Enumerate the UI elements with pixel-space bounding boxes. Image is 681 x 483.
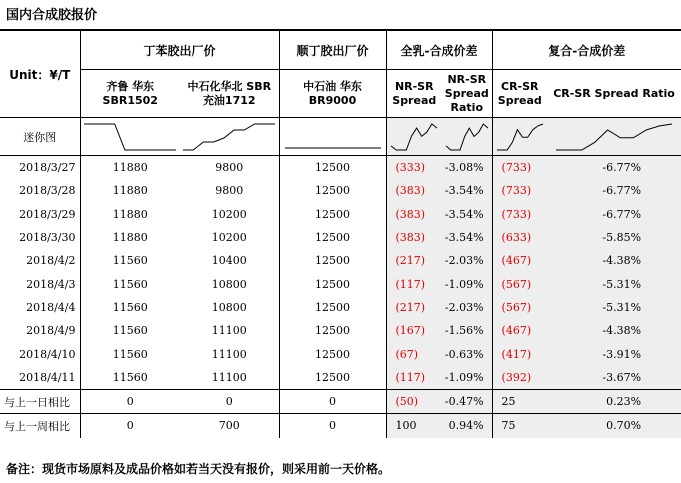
sparkline-c2 [180,118,279,156]
cell-c2: 11100 [211,324,247,338]
table-row [0,414,681,438]
cell-c3: 12500 [279,319,386,342]
cell-c7: 0.70% [547,414,681,438]
date-cell: 2018/4/3 [26,277,76,291]
sparkline-c2 [183,124,275,150]
group-cr: 复合-合成价差 [492,30,681,70]
cell-c2: 10800 [211,277,247,291]
cell-c7: -5.85% [547,226,681,249]
date-cell: 2018/4/4 [26,300,76,314]
sparkline-c1 [80,118,180,156]
cell-c7: -5.31% [547,296,681,319]
date-cell: 2018/4/10 [19,347,76,361]
cell-c7: -6.77% [547,156,681,180]
cell-c5: -3.54% [442,179,492,202]
group-nr: 全乳-合成价差 [386,30,492,70]
cell-c4: (117) [386,272,442,295]
cell-c7: -3.91% [547,342,681,365]
cell-c6: (733) [492,203,547,226]
cell-c1: 11560 [80,366,180,390]
cell-c5: -0.47% [442,389,492,413]
table-row [0,366,681,390]
cell-c5: -1.09% [442,366,492,390]
cell-c7: 0.23% [547,389,681,413]
date-cell: 2018/4/9 [26,324,76,338]
footnote: 备注：现货市场原料及成品价格如若当天没有报价，则采用前一天价格。 [6,462,391,476]
cell-c2: 700 [218,419,240,433]
cell-c2: 10200 [211,207,247,221]
sparkline-c6 [497,124,543,150]
cell-c3: 12500 [279,203,386,226]
cell-c1: 0 [80,414,180,438]
group-sbr: 丁苯胶出厂价 [80,30,279,70]
cell-c3: 12500 [279,249,386,272]
sparkline-c7 [556,124,672,150]
cell-c2: 10200 [211,231,247,245]
cell-c3: 0 [279,389,386,413]
table-row [0,226,681,249]
cell-c3: 12500 [279,272,386,295]
col-header-nr-ratio: NR-SR Spread Ratio [442,70,492,118]
cell-c4: (333) [386,156,442,180]
cell-c2: 9800 [215,161,244,175]
cell-c2: 11100 [211,347,247,361]
cell-c1: 11560 [80,296,180,319]
sparkline-label: 迷你图 [0,118,80,156]
cell-c1: 11560 [80,249,180,272]
cell-c7: -4.38% [547,249,681,272]
cell-c3: 12500 [279,296,386,319]
cell-c6: (567) [492,296,547,319]
cell-c3: 12500 [279,366,386,390]
table-row [0,342,681,365]
cell-c1: 11880 [80,156,180,180]
cell-c4: (217) [386,296,442,319]
cell-c4: (217) [386,249,442,272]
cell-c4: (67) [386,342,442,365]
cell-c7: -3.67% [547,366,681,390]
cell-c6: (567) [492,272,547,295]
sparkline-c4 [391,124,437,150]
cell-c4: (167) [386,319,442,342]
cell-c4: (50) [386,389,442,413]
cell-c5: -1.09% [442,272,492,295]
col-header-cr-spread: CR-SR Spread [492,70,547,118]
col-header-nr-spread: NR-SR Spread [386,70,442,118]
cell-c6: 75 [492,414,547,438]
cell-c7: -6.77% [547,179,681,202]
date-cell: 2018/4/11 [0,366,80,390]
sparkline-c7 [547,118,681,156]
table-row [0,249,681,272]
table-row [0,203,681,226]
sparkline-c1 [84,124,176,150]
cell-c5: -3.54% [442,203,492,226]
cell-c6: (733) [492,156,547,180]
compare-label: 与上一周相比 [4,419,70,433]
cell-c3: 12500 [279,179,386,202]
cell-c7: -4.38% [547,319,681,342]
cell-c1: 11560 [80,272,180,295]
cell-c3: 12500 [279,226,386,249]
cell-c6: (392) [492,366,547,390]
table-row [0,179,681,202]
cell-c5: -2.03% [442,249,492,272]
date-cell: 2018/3/29 [19,207,76,221]
page-title: 国内合成胶报价 [6,8,98,23]
table-row [0,319,681,342]
col-header-cr-ratio: CR-SR Spread Ratio [547,70,681,118]
sparkline-c6 [492,118,547,156]
cell-c3: 12500 [279,342,386,365]
date-cell: 2018/4/2 [26,254,76,268]
cell-c1: 11880 [80,226,180,249]
cell-c6: (467) [492,319,547,342]
cell-c5: -2.03% [442,296,492,319]
cell-c5: -3.08% [442,156,492,180]
cell-c1: 11560 [80,342,180,365]
cell-c7: -5.31% [547,272,681,295]
cell-c4: (383) [386,179,442,202]
sparkline-c5 [446,124,488,150]
group-br: 顺丁胶出厂价 [279,30,386,70]
table-row [0,296,681,319]
cell-c6: (467) [492,249,547,272]
date-cell: 2018/3/28 [19,184,76,198]
cell-c3: 0 [279,414,386,438]
sparkline-c4 [386,118,442,156]
date-cell: 2018/3/30 [19,231,76,245]
unit-label: Unit：¥/T [0,30,80,118]
cell-c2: 9800 [215,184,244,198]
rubber-price-table [0,29,681,438]
cell-c2: 10400 [211,254,247,268]
cell-c6: 25 [492,389,547,413]
cell-c4: (383) [386,226,442,249]
table-row [0,156,681,180]
cell-c1: 11880 [80,203,180,226]
sparkline-c3 [279,118,386,156]
col-header-sbr1502: 齐鲁 华东 SBR1502 [80,70,180,118]
cell-c1: 11560 [80,319,180,342]
date-cell: 2018/3/27 [19,161,76,175]
cell-c3: 12500 [279,156,386,180]
cell-c6: (417) [492,342,547,365]
compare-label: 与上一日相比 [0,389,80,413]
cell-c1: 11880 [80,179,180,202]
cell-c4: (117) [386,366,442,390]
cell-c2: 11100 [180,366,279,390]
cell-c2: 10800 [211,300,247,314]
cell-c7: -6.77% [547,203,681,226]
table-row [0,389,681,413]
cell-c5: -1.56% [442,319,492,342]
cell-c5: -0.63% [442,342,492,365]
cell-c5: -3.54% [442,226,492,249]
cell-c4: (383) [386,203,442,226]
cell-c6: (633) [492,226,547,249]
col-header-sbr1712: 中石化华北 SBR 充油1712 [180,70,279,118]
cell-c4: 100 [386,414,442,438]
table-row [0,272,681,295]
cell-c6: (733) [492,179,547,202]
sparkline-c5 [442,118,492,156]
cell-c2: 0 [180,389,279,413]
cell-c1: 0 [80,389,180,413]
cell-c5: 0.94% [442,414,492,438]
col-header-br9000: 中石油 华东 BR9000 [279,70,386,118]
